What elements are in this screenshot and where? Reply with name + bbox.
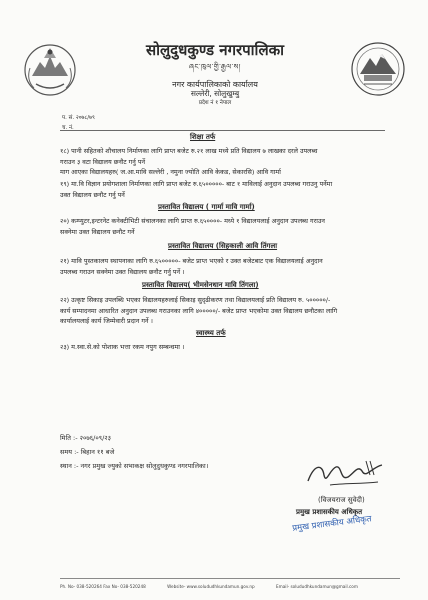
item-20-line: २०) कम्प्युटर,इन्टरनेट कनेक्टीभिटी संचालनका लागि प्राप्त रु.६५००००- मध्ये १ विद्यालयलाई अनुदान उपलब्ध गराउन bbox=[60, 217, 325, 225]
proposed-school-sihakali: प्रस्तावित विद्यालय (सिहकाली आवि तिंगला bbox=[168, 242, 278, 250]
item-21-line: २१) मावि पुस्तकालय स्थापनाका लागि रु.६५०००००- बजेट प्राप्त भएको र उक्त बजेटबाट एक विद्यालयलाई अनुदान bbox=[60, 257, 323, 265]
contact-website: Website- www.solududhkundamun.gov.np bbox=[167, 584, 255, 589]
item-19-line: उक्त विद्यालय छनौट गर्नु पर्ने bbox=[60, 190, 125, 199]
item-21 bbox=[60, 256, 385, 277]
item-18 bbox=[60, 146, 385, 178]
section-heading-education: शिक्षा तर्फ bbox=[190, 133, 216, 141]
item-22-line: २२) उत्कृष्ट सिकाइ उपलब्धि भएका विद्यालयहरुलाई सिकाइ सुदृढीकरण तथा विद्यालयलाई प्रति विद्यालय रु. ५०००००/- bbox=[60, 296, 331, 304]
office-location: सल्लेरी, सोलुखुम्बु bbox=[190, 89, 240, 98]
office-name: नगर कार्यपालिकाको कार्यालय bbox=[172, 80, 258, 89]
letterhead-tagline: ཞང་ཁུལ་གྱི་རྒྱལ་ས། bbox=[189, 63, 241, 71]
item-18-line: माग आएका विद्यालयहरु( ज.आ.मावि सल्लेरी , नमुना ज्योति आवि केकड, सेकारसि) आवि गार्मा bbox=[60, 168, 281, 176]
signatory-title: प्रमुख प्रशासकीय अधिकृत bbox=[296, 508, 363, 516]
province: प्रदेश नं १ नेपाल bbox=[198, 100, 232, 106]
footer-divider bbox=[60, 578, 400, 579]
item-23 bbox=[60, 342, 385, 353]
reference-number: प. सं. २०७८/७९ bbox=[62, 115, 95, 121]
item-22 bbox=[60, 295, 385, 327]
contact-phone: Ph. No- 038-520264 Fax No- 038-520248 bbox=[60, 584, 146, 589]
header-divider bbox=[60, 130, 385, 131]
item-23-line: २३) म.स्वा.से.को पोशाक भत्ता रकम नपुग सम्बन्धमा । bbox=[60, 343, 185, 351]
nepal-emblem-icon bbox=[22, 40, 78, 98]
dispatch-number: च. नं. bbox=[62, 125, 74, 131]
meeting-place: स्थान :- नगर प्रमुख ज्युको सभाकक्ष सोलुदुधकुण्ड नगरपालिका। bbox=[60, 462, 209, 470]
item-20-line: सक्नेमा उक्त विद्यालय छनौट गर्ने bbox=[60, 227, 135, 236]
item-22-line: कार्यालयलाई कार्य जिम्मेवारी प्रदान गर्ने । bbox=[60, 317, 153, 325]
item-20 bbox=[60, 216, 385, 237]
contact-email: Email- solududhkundamun@gmail.com bbox=[275, 584, 358, 589]
item-18-line: १८) पानी सहितको शौचालय निर्माणका लागि प्राप्त बजेट रु.२१ लाख मध्ये प्रति विद्यालय ७ लाखका दरले उपलब्ध bbox=[60, 147, 318, 155]
contact-footer bbox=[60, 584, 400, 589]
item-19 bbox=[60, 179, 385, 200]
municipality-logo-icon bbox=[350, 40, 406, 98]
proposed-school-bhimsen: प्रस्तावित विद्यालय( भीमसेनधान मावि तिंगला) bbox=[142, 281, 259, 289]
proposed-school-garma: प्रस्तावित विद्यालय ( गार्मा मावि गार्मा) bbox=[158, 203, 255, 211]
meeting-date: मिति :- २०७६/०९/२३ bbox=[60, 434, 112, 442]
municipality-name: सोलुदुधकुण्ड नगरपालिका bbox=[145, 41, 285, 59]
official-stamp: प्रमुख प्रशासकीय अधिकृत bbox=[291, 514, 373, 534]
signatory-name: (विजयराज सुवेदी) bbox=[318, 496, 365, 504]
item-18-line: गराउन ३ वटा विद्यालय छनौट गर्नु पर्ने bbox=[60, 157, 146, 166]
item-19-line: १९) मा.वि विज्ञान प्रयोगशाला निर्माणका लागि प्राप्त बजेट रु.६५०००००- बाट १ मावि‍लाई अनुदान उपलब्ध गराउनु पर्नेमा bbox=[60, 180, 333, 188]
section-heading-health: स्वास्थ्य तर्फ bbox=[196, 329, 226, 337]
signature-mark bbox=[300, 455, 390, 491]
meeting-time: समय :- बिहान ११ बजे bbox=[60, 448, 115, 456]
item-21-line: उपलब्ध गराउन सक्नेमा उक्त विद्यालय छनौट गर्नु पर्ने । bbox=[60, 267, 185, 276]
item-22-line: कार्य सम्पादनमा आधारित अनुदान उपलब्ध गराउनका लागि ४०००००/- बजेट प्राप्त भएकोमा उक्त विद्यालय छनौटका लागि bbox=[60, 306, 338, 315]
